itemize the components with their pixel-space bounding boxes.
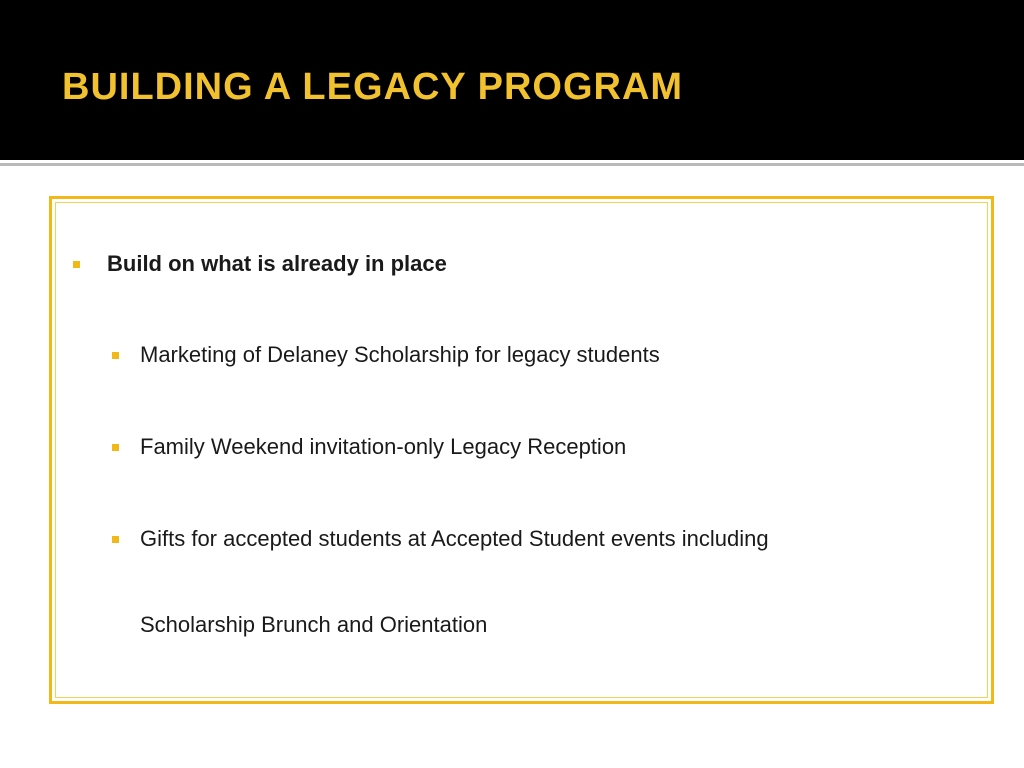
bullet-level2-text: Gifts for accepted students at Accepted Student events including [140, 526, 769, 551]
bullet-continuation-text: Scholarship Brunch and Orientation [140, 612, 488, 637]
bullet-square-icon [112, 444, 119, 451]
bullet-level1-text: Build on what is already in place [107, 251, 447, 276]
slide-title: BUILDING A LEGACY PROGRAM [62, 66, 684, 108]
title-divider [0, 163, 1024, 166]
bullet-level2-text: Marketing of Delaney Scholarship for legacy students [140, 342, 660, 367]
bullet-square-icon [112, 536, 119, 543]
title-bar [0, 0, 1024, 160]
bullet-square-icon [73, 261, 80, 268]
bullet-square-icon [112, 352, 119, 359]
bullet-level2-text: Family Weekend invitation-only Legacy Reception [140, 434, 627, 459]
